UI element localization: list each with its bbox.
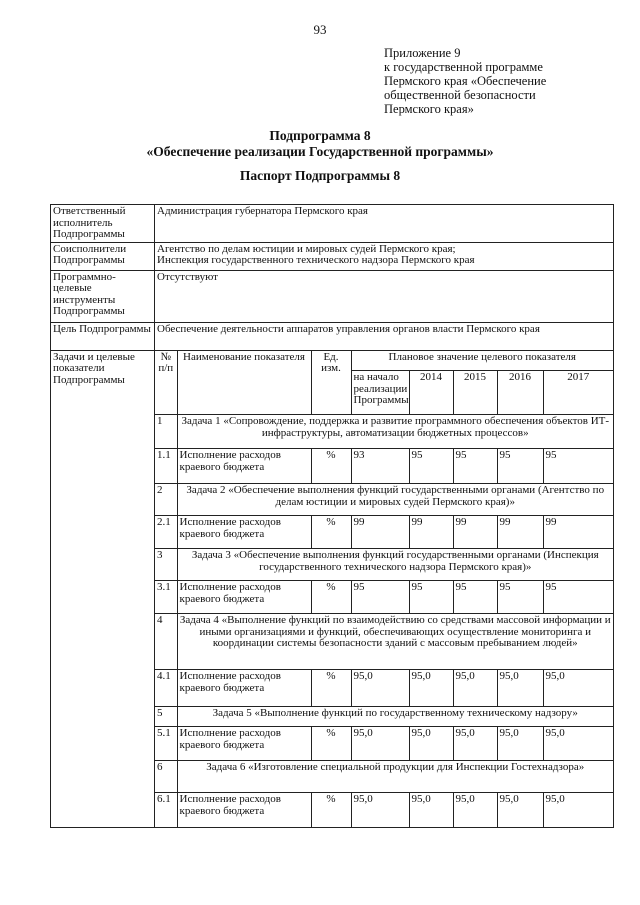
subprogram-title: Подпрограмма 8 xyxy=(269,128,371,143)
task-number: 1 xyxy=(155,415,177,449)
indicator-value: 95,0 xyxy=(497,670,543,707)
header-name: Наименование показателя xyxy=(177,351,311,415)
indicator-value: 95 xyxy=(543,449,613,484)
indicator-value: 99 xyxy=(409,516,453,549)
executor-label: Ответственный исполнитель Подпрограммы xyxy=(51,205,155,243)
header-year: 2017 xyxy=(543,371,613,415)
indicator-value: 95 xyxy=(409,449,453,484)
indicator-value: 95,0 xyxy=(453,670,497,707)
task-description: Задача 5 «Выполнение функций по государственному техническому надзору» xyxy=(177,707,613,727)
instruments-label: Программно-целевые инструменты Подпрограммы xyxy=(51,270,155,322)
indicator-unit: % xyxy=(311,449,351,484)
indicator-number: 4.1 xyxy=(155,670,177,707)
goal-label: Цель Подпрограммы xyxy=(51,322,155,350)
indicator-name: Исполнение расходов краевого бюджета xyxy=(177,793,311,827)
header-start: на начало реализации Программы xyxy=(351,371,409,415)
indicator-value: 95,0 xyxy=(543,727,613,761)
indicator-name: Исполнение расходов краевого бюджета xyxy=(177,449,311,484)
indicator-value: 95,0 xyxy=(497,793,543,827)
indicator-value: 95 xyxy=(409,581,453,614)
coexecutors-label: Соисполнители Подпрограммы xyxy=(51,242,155,270)
task-description: Задача 1 «Сопровождение, поддержка и развитие программного обеспечения объектов ИТ-инфраструктуры, автоматизации бюджетных процессов» xyxy=(177,415,613,449)
indicator-number: 5.1 xyxy=(155,727,177,761)
indicator-value: 95,0 xyxy=(351,670,409,707)
header-year: 2016 xyxy=(497,371,543,415)
indicator-value: 95,0 xyxy=(543,793,613,827)
passport-table xyxy=(50,204,614,828)
indicator-name: Исполнение расходов краевого бюджета xyxy=(177,727,311,761)
executor-value: Администрация губернатора Пермского края xyxy=(155,205,614,243)
indicator-value: 95 xyxy=(453,449,497,484)
indicator-value: 99 xyxy=(351,516,409,549)
appendix-line: Пермского края «Обеспечение xyxy=(384,74,547,88)
indicator-name: Исполнение расходов краевого бюджета xyxy=(177,581,311,614)
indicators-table xyxy=(155,351,613,827)
header-planned: Плановое значение целевого показателя xyxy=(351,351,613,371)
indicator-value: 95 xyxy=(497,581,543,614)
appendix-line: общественной безопасности xyxy=(384,88,536,102)
indicator-value: 95,0 xyxy=(497,727,543,761)
indicator-value: 95 xyxy=(351,581,409,614)
coexecutor-item: Агентство по делам юстиции и мировых судей Пермского края; xyxy=(157,242,456,255)
subprogram-name: «Обеспечение реализации Государственной программы» xyxy=(146,144,494,159)
indicator-value: 95,0 xyxy=(453,793,497,827)
indicator-unit: % xyxy=(311,581,351,614)
header-num: № п/п xyxy=(155,351,177,415)
task-number: 4 xyxy=(155,614,177,670)
indicator-value: 95,0 xyxy=(409,727,453,761)
indicator-number: 3.1 xyxy=(155,581,177,614)
indicator-value: 95,0 xyxy=(409,670,453,707)
coexecutors-value xyxy=(155,242,614,270)
appendix-line: Приложение 9 xyxy=(384,46,461,60)
task-number: 5 xyxy=(155,707,177,727)
header-unit: Ед. изм. xyxy=(311,351,351,415)
subprogram-heading xyxy=(0,128,640,160)
indicator-number: 6.1 xyxy=(155,793,177,827)
passport-title: Паспорт Подпрограммы 8 xyxy=(239,168,401,183)
indicator-value: 95,0 xyxy=(351,727,409,761)
task-description: Задача 3 «Обеспечение выполнения функций государственными органами (Инспекция государственного технического надзора Пермского края)» xyxy=(177,549,613,581)
indicator-unit: % xyxy=(311,793,351,827)
task-number: 6 xyxy=(155,761,177,793)
indicator-name: Исполнение расходов краевого бюджета xyxy=(177,670,311,707)
indicator-unit: % xyxy=(311,516,351,549)
indicator-value: 95 xyxy=(543,581,613,614)
header-year: 2014 xyxy=(409,371,453,415)
task-number: 3 xyxy=(155,549,177,581)
task-number: 2 xyxy=(155,484,177,516)
task-description: Задача 4 «Выполнение функций по взаимодействию со средствами массовой информации и иными организациями и функций, обеспечивающих осуществление мониторинга и координации системы безопасности зданий с массовым пребыванием людей» xyxy=(177,614,613,670)
task-description: Задача 2 «Обеспечение выполнения функций государственными органами (Агентство по делам юстиции и мировых судей Пермского края)» xyxy=(177,484,613,516)
indicator-value: 95,0 xyxy=(351,793,409,827)
coexecutor-item: Инспекция государственного технического надзора Пермского края xyxy=(157,254,475,266)
indicator-value: 95,0 xyxy=(543,670,613,707)
indicator-name: Исполнение расходов краевого бюджета xyxy=(177,516,311,549)
page-number: 93 xyxy=(313,22,327,37)
indicator-value: 95 xyxy=(497,449,543,484)
indicator-value: 99 xyxy=(453,516,497,549)
instruments-value: Отсутствуют xyxy=(155,270,614,322)
appendix-line: к государственной программе xyxy=(384,60,543,74)
appendix-note xyxy=(384,46,546,116)
indicator-unit: % xyxy=(311,670,351,707)
indicator-number: 1.1 xyxy=(155,449,177,484)
indicator-unit: % xyxy=(311,727,351,761)
header-year: 2015 xyxy=(453,371,497,415)
tasks-label: Задачи и целевые показатели Подпрограммы xyxy=(51,350,155,827)
indicator-number: 2.1 xyxy=(155,516,177,549)
indicator-value: 95 xyxy=(453,581,497,614)
indicator-value: 99 xyxy=(497,516,543,549)
goal-value: Обеспечение деятельности аппаратов управления органов власти Пермского края xyxy=(155,322,614,350)
indicators-cell xyxy=(155,350,614,827)
indicator-value: 95,0 xyxy=(453,727,497,761)
appendix-line: Пермского края» xyxy=(384,102,474,116)
indicator-value: 99 xyxy=(543,516,613,549)
indicator-value: 95,0 xyxy=(409,793,453,827)
indicator-value: 93 xyxy=(351,449,409,484)
task-description: Задача 6 «Изготовление специальной продукции для Инспекции Гостехнадзора» xyxy=(177,761,613,793)
